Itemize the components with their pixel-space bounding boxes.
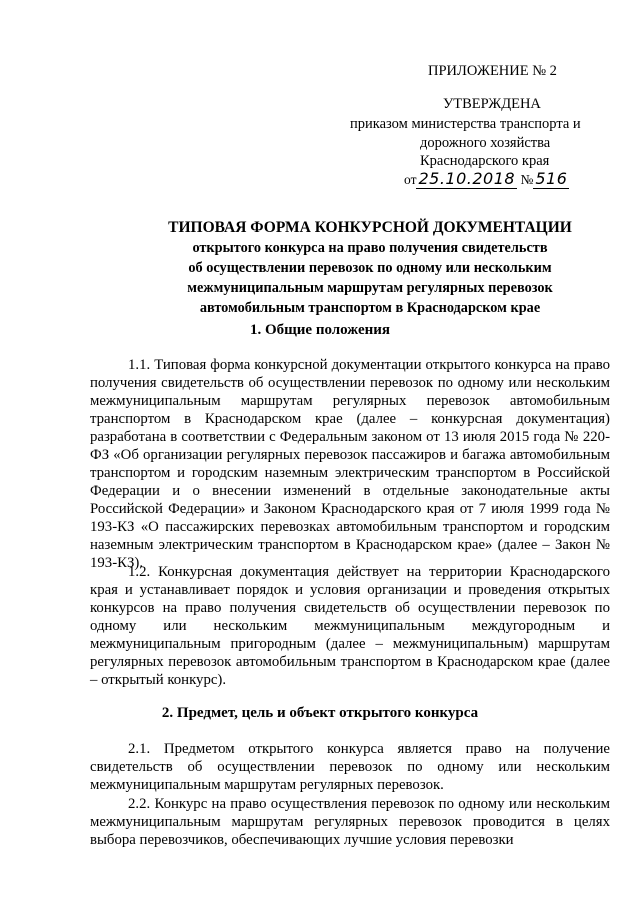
order-line-2: дорожного хозяйства (420, 135, 551, 151)
paragraph-2-2: 2.2. Конкурс на право осуществления перевозок по одному или нескольким межмуниципальным маршрутам регулярных перевозок проводится в целях выбора перевозчиков, обеспечивающих лучшие условия перевозки (90, 796, 610, 848)
attachment-label: ПРИЛОЖЕНИЕ № 2 (428, 63, 557, 79)
order-from-label: от (404, 172, 417, 187)
section-1-heading: 1. Общие положения (249, 322, 391, 338)
order-date-line (404, 170, 569, 189)
title-line-4: межмуниципальным маршрутам регулярных перевозок (187, 280, 553, 296)
paragraph-1-1: 1.1. Типовая форма конкурсной документации открытого конкурса на право получения свидетельств об осуществлении перевозок по одному или нескольким межмуниципальным маршрутам регулярных перевозок автомобильным транспортом в Краснодарском крае (далее – конкурсная документация) разработана в соответствии с Федеральным законом от 13 июля 2015 года № 220-ФЗ «Об организации регулярных перевозок пассажиров и багажа автомобильным транспортом и городским наземным электрическим транспортом в Российской Федерации и о внесении изменений в отдельные законодательные акты Российской Федерации» и Законом Краснодарского края от 7 июля 1999 года № 193-КЗ «О пассажирских перевозках автомобильным транспортом и городским наземным электрическим транспортом в Краснодарском крае» (далее – Закон № 193-КЗ). (90, 357, 610, 571)
title-line-2: открытого конкурса на право получения свидетельств (192, 240, 548, 256)
paragraph-2-1: 2.1. Предметом открытого конкурса является право на получение свидетельств об осуществлении перевозок по одному или нескольким межмуниципальным маршрутам регулярных перевозок. (90, 741, 610, 793)
order-line-1: приказом министерства транспорта и (350, 116, 581, 132)
paragraph-1-2: 1.2. Конкурсная документация действует на территории Краснодарского края и устанавливает порядок и условия организации и проведения открытых конкурсов на право получения свидетельств об осуществлении перевозок по одному или нескольким межмуниципальным междугородным и межмуниципальным пригородным (далее – межмуниципальным) маршрутам регулярных перевозок автомобильным транспортом в Краснодарском крае (далее – открытый конкурс). (90, 564, 610, 688)
approved-label: УТВЕРЖДЕНА (443, 96, 541, 112)
order-number-label: № (520, 172, 534, 187)
title-line-1: ТИПОВАЯ ФОРМА КОНКУРСНОЙ ДОКУМЕНТАЦИИ (168, 219, 572, 236)
order-number-handwritten: 516 (535, 169, 568, 188)
title-line-5: автомобильным транспортом в Краснодарском крае (199, 300, 541, 316)
order-line-3: Краснодарского края (420, 153, 550, 169)
title-line-3: об осуществлении перевозок по одному или нескольким (188, 260, 552, 276)
section-2-heading: 2. Предмет, цель и объект открытого конкурса (161, 705, 479, 721)
document-title (110, 218, 630, 318)
order-date-handwritten: 25.10.2018 (418, 169, 516, 188)
